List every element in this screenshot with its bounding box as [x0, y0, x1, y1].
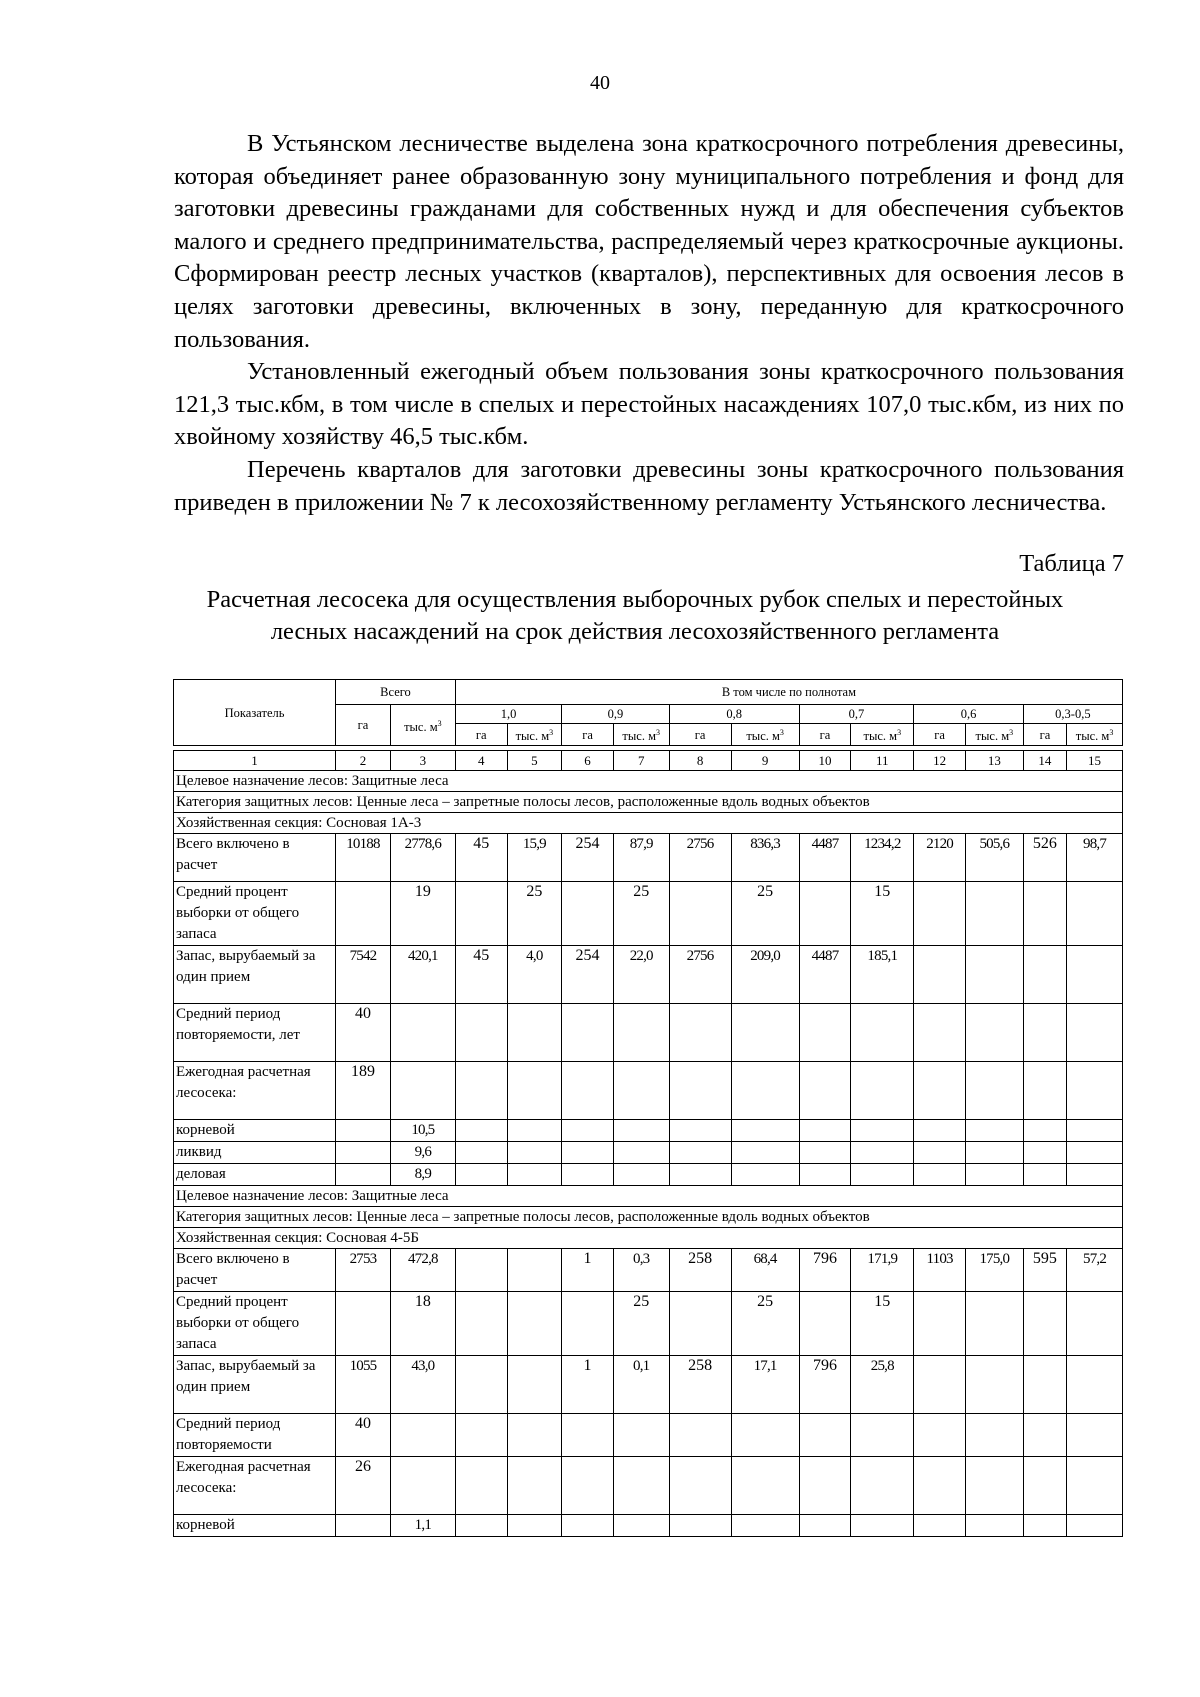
header-unit-thous: тыс. $м^3$ [613, 724, 669, 746]
header-unit-ha: га [455, 724, 507, 746]
table-cell [669, 1142, 731, 1164]
table-cell [1067, 1164, 1123, 1186]
header-density: 0,6 [914, 705, 1023, 724]
table-cell: 0,3 [613, 1249, 669, 1292]
table-cell [455, 882, 507, 946]
row-label: Средний период повторяемости [174, 1414, 336, 1457]
table-cell [914, 1414, 966, 1457]
column-number: 6 [562, 751, 614, 771]
table-cell [562, 1292, 614, 1356]
header-indicator: Показатель [174, 680, 336, 746]
table-cell [455, 1457, 507, 1515]
row-label: Всего включено в расчет [174, 1249, 336, 1292]
table-cell: 2756 [669, 834, 731, 882]
table-row [174, 946, 1123, 1004]
table-cell [1067, 1062, 1123, 1120]
header-density: 1,0 [455, 705, 561, 724]
section-purpose: Целевое назначение лесов: Защитные леса [174, 1186, 1123, 1207]
table-cell: 189 [336, 1062, 391, 1120]
table-cell: 1 [562, 1249, 614, 1292]
table-cell: 171,9 [851, 1249, 914, 1292]
column-number: 9 [731, 751, 799, 771]
table-cell: 2756 [669, 946, 731, 1004]
table-cell [1023, 1142, 1066, 1164]
column-number: 13 [965, 751, 1023, 771]
table-cell [562, 1062, 614, 1120]
table-cell [507, 1414, 562, 1457]
header-unit-thous: тыс. $м^3$ [851, 724, 914, 746]
table-cell [669, 1414, 731, 1457]
table-cell [965, 1457, 1023, 1515]
table-cell [731, 1414, 799, 1457]
table-cell: 40 [336, 1004, 391, 1062]
row-label: Средний процент выборки от общего запаса [174, 1292, 336, 1356]
row-label: деловая [174, 1164, 336, 1186]
table-cell [731, 1164, 799, 1186]
table-cell [613, 1120, 669, 1142]
table-cell [731, 1062, 799, 1120]
table-cell [336, 1120, 391, 1142]
row-label: Средний процент выборки от общего запаса [174, 882, 336, 946]
table-cell: 505,6 [965, 834, 1023, 882]
table-cell: 4487 [799, 946, 851, 1004]
table-cell: 19 [390, 882, 455, 946]
section-header-row [174, 771, 1123, 792]
table-row [174, 1292, 1123, 1356]
table-cell: 25 [731, 882, 799, 946]
table-cell [1067, 1515, 1123, 1537]
table-cell [914, 1457, 966, 1515]
header-unit-thous: тыс. $м^3$ [731, 724, 799, 746]
table-cell: 25 [507, 882, 562, 946]
table-cell: 175,0 [965, 1249, 1023, 1292]
table-cell [455, 1515, 507, 1537]
table-cell [562, 1164, 614, 1186]
table-cell: 4,0 [507, 946, 562, 1004]
table-cell: 4487 [799, 834, 851, 882]
table-row [174, 1356, 1123, 1414]
table-cell: 1103 [914, 1249, 966, 1292]
table-cell [1023, 1120, 1066, 1142]
header-total: Всего [336, 680, 456, 705]
header-unit-thous: тыс. $м^3$ [965, 724, 1023, 746]
table-cell: 15,9 [507, 834, 562, 882]
table-cell [965, 1120, 1023, 1142]
row-label: ликвид [174, 1142, 336, 1164]
table-cell [562, 882, 614, 946]
table-cell [914, 1062, 966, 1120]
header-unit-thous: тыс. $м^3$ [507, 724, 562, 746]
table-cell: 26 [336, 1457, 391, 1515]
table-cell: 87,9 [613, 834, 669, 882]
table-cell [1023, 946, 1066, 1004]
table-cell [851, 1062, 914, 1120]
section-header-row [174, 1228, 1123, 1249]
table-cell [455, 1164, 507, 1186]
table-cell [965, 1515, 1023, 1537]
column-number: 7 [613, 751, 669, 771]
table-cell: 98,7 [1067, 834, 1123, 882]
table-cell [669, 1457, 731, 1515]
table-cell [562, 1120, 614, 1142]
table-cell [562, 1414, 614, 1457]
table-cell [731, 1515, 799, 1537]
table-cell [914, 1004, 966, 1062]
header-unit-ha: га [562, 724, 614, 746]
table-cell [507, 1120, 562, 1142]
header-by-density: В том числе по полнотам [455, 680, 1122, 705]
table-cell: 526 [1023, 834, 1066, 882]
table-cell: 22,0 [613, 946, 669, 1004]
column-number: 15 [1067, 751, 1123, 771]
table-cell [1067, 1004, 1123, 1062]
header-unit-thous: тыс. $м^3$ [1067, 724, 1123, 746]
table-cell: 2120 [914, 834, 966, 882]
table-cell: 25,8 [851, 1356, 914, 1414]
table-cell [613, 1457, 669, 1515]
column-number: 4 [455, 751, 507, 771]
table-cell [669, 1120, 731, 1142]
table-cell [731, 1004, 799, 1062]
table-cell [336, 1515, 391, 1537]
table-cell [613, 1414, 669, 1457]
table-cell [1067, 1120, 1123, 1142]
table-cell [799, 1414, 851, 1457]
table-cell [336, 882, 391, 946]
table-cell [390, 1004, 455, 1062]
table-cell: 796 [799, 1356, 851, 1414]
table-cell [1067, 1356, 1123, 1414]
header-density: 0,3-0,5 [1023, 705, 1122, 724]
table-cell [799, 1515, 851, 1537]
table-cell [1067, 1457, 1123, 1515]
table-cell [669, 1004, 731, 1062]
table-cell [1023, 1062, 1066, 1120]
table-cell: 25 [613, 1292, 669, 1356]
table-cell: 796 [799, 1249, 851, 1292]
table-cell [914, 946, 966, 1004]
table-cell [851, 1457, 914, 1515]
table-cell [1023, 1164, 1066, 1186]
table-cell [669, 1062, 731, 1120]
table-cell: 10188 [336, 834, 391, 882]
table-cell [799, 1062, 851, 1120]
row-label: Запас, вырубаемый за один прием [174, 1356, 336, 1414]
table-cell: 258 [669, 1356, 731, 1414]
column-number: 1 [174, 751, 336, 771]
table-row [174, 1414, 1123, 1457]
column-number: 12 [914, 751, 966, 771]
table-cell [613, 1142, 669, 1164]
column-number: 10 [799, 751, 851, 771]
table-cell: 595 [1023, 1249, 1066, 1292]
table-cell [965, 1414, 1023, 1457]
table-cell: 15 [851, 1292, 914, 1356]
section-purpose: Целевое назначение лесов: Защитные леса [174, 771, 1123, 792]
table-cell [336, 1142, 391, 1164]
table-title: Расчетная лесосека для осуществления выборочных рубок спелых и перестойных лесных насаждений на срок действия лесохозяйственного регламента [206, 586, 1064, 645]
table-cell [507, 1062, 562, 1120]
table-cell [669, 1515, 731, 1537]
table-cell: 420,1 [390, 946, 455, 1004]
table-cell [507, 1142, 562, 1164]
table-cell [455, 1142, 507, 1164]
section-header-row [174, 792, 1123, 813]
table-cell [507, 1515, 562, 1537]
table-row [174, 1164, 1123, 1186]
section-econ-section: Хозяйственная секция: Сосновая 1А-3 [174, 813, 1123, 834]
table-cell [914, 1142, 966, 1164]
table-cell [799, 1142, 851, 1164]
table-cell [507, 1004, 562, 1062]
table-cell [1023, 1414, 1066, 1457]
table-cell [1067, 1414, 1123, 1457]
table-cell [669, 882, 731, 946]
table-cell [731, 1120, 799, 1142]
table-cell [613, 1004, 669, 1062]
column-number: 8 [669, 751, 731, 771]
row-label: Ежегодная расчетная лесосека: [174, 1062, 336, 1120]
table-row [174, 1515, 1123, 1537]
table-row [174, 834, 1123, 882]
table-cell [731, 1457, 799, 1515]
table-cell [1023, 1457, 1066, 1515]
table-cell [731, 1142, 799, 1164]
row-label: Ежегодная расчетная лесосека: [174, 1457, 336, 1515]
table-cell [914, 1164, 966, 1186]
table-cell: 10,5 [390, 1120, 455, 1142]
table-cell: 1234,2 [851, 834, 914, 882]
header-unit-ha: га [914, 724, 966, 746]
table-cell [851, 1004, 914, 1062]
table-cell [1067, 1142, 1123, 1164]
paragraph-1: В Устьянском лесничестве выделена зона краткосрочного потребления древесины, которая объединяет ранее образованную зону муниципального потребления и фонд для заготовки древесины гражданами для собственных нужд и для обеспечения субъектов малого и среднего предпринимательства, распределяемый через краткосрочные аукционы. Сформирован реестр лесных участков (кварталов), перспективных для освоения лесов в целях заготовки древесины, включенных в зону, переданную для краткосрочного пользования. [174, 130, 1124, 353]
header-unit-ha: га [1023, 724, 1066, 746]
table-cell [390, 1414, 455, 1457]
table-cell: 0,1 [613, 1356, 669, 1414]
table-cell [336, 1292, 391, 1356]
paragraph-2: Установленный ежегодный объем пользования зоны краткосрочного пользования 121,3 тыс.кбм, в том числе в спелых и перестойных насаждениях 107,0 тыс.кбм, из них по хвойному хозяйству 46,5 тыс.кбм. [174, 358, 1124, 451]
table-cell: 43,0 [390, 1356, 455, 1414]
table-cell [507, 1356, 562, 1414]
table-cell: 68,4 [731, 1249, 799, 1292]
table-cell [965, 882, 1023, 946]
header-total-thous: тыс. $м^3$ [390, 705, 455, 746]
table-cell: 45 [455, 946, 507, 1004]
header-density: 0,7 [799, 705, 914, 724]
header-unit-ha: га [669, 724, 731, 746]
table-cell [851, 1515, 914, 1537]
table-cell: 2778,6 [390, 834, 455, 882]
table-row [174, 1142, 1123, 1164]
table-cell [1067, 1292, 1123, 1356]
table-cell [562, 1142, 614, 1164]
table-cell [851, 1120, 914, 1142]
table-cell: 258 [669, 1249, 731, 1292]
table-label: Таблица 7 [1019, 550, 1124, 577]
table-cell [507, 1249, 562, 1292]
table-cell: 2753 [336, 1249, 391, 1292]
column-number: 5 [507, 751, 562, 771]
section-category: Категория защитных лесов: Ценные леса – запретные полосы лесов, расположенные вдоль водных объектов [174, 1207, 1123, 1228]
table-cell [455, 1356, 507, 1414]
table-cell [613, 1164, 669, 1186]
table-cell [562, 1004, 614, 1062]
table-cell [799, 1292, 851, 1356]
table-cell: 1 [562, 1356, 614, 1414]
table-row [174, 1249, 1123, 1292]
section-header-row [174, 1186, 1123, 1207]
table-cell: 7542 [336, 946, 391, 1004]
table-cell: 17,1 [731, 1356, 799, 1414]
table-cell [1067, 946, 1123, 1004]
column-number: 3 [390, 751, 455, 771]
table-cell [455, 1120, 507, 1142]
table-cell [455, 1062, 507, 1120]
table-cell [562, 1515, 614, 1537]
table-cell: 9,6 [390, 1142, 455, 1164]
table-cell: 15 [851, 882, 914, 946]
table-cell: 1,1 [390, 1515, 455, 1537]
table-cell [1023, 882, 1066, 946]
table-cell [455, 1414, 507, 1457]
table-cell [1023, 1515, 1066, 1537]
body-text [174, 128, 1124, 519]
header-density: 0,8 [669, 705, 799, 724]
column-number: 14 [1023, 751, 1066, 771]
table-cell [562, 1457, 614, 1515]
table-cell [914, 1515, 966, 1537]
table-cell [965, 1062, 1023, 1120]
table-cell [799, 1457, 851, 1515]
table-cell [455, 1292, 507, 1356]
table-cell [507, 1164, 562, 1186]
table-cell [1023, 1356, 1066, 1414]
table-cell: 40 [336, 1414, 391, 1457]
section-category: Категория защитных лесов: Ценные леса – запретные полосы лесов, расположенные вдоль водных объектов [174, 792, 1123, 813]
table-cell [669, 1164, 731, 1186]
header-density: 0,9 [562, 705, 669, 724]
table-cell [965, 1292, 1023, 1356]
paragraph-3: Перечень кварталов для заготовки древесины зоны краткосрочного пользования приведен в приложении № 7 к лесохозяйственному регламенту Устьянского лесничества. [174, 455, 1124, 516]
header-total-ha: га [336, 705, 391, 746]
table-row [174, 1120, 1123, 1142]
row-label: Запас, вырубаемый за один прием [174, 946, 336, 1004]
column-number: 11 [851, 751, 914, 771]
table-cell: 25 [731, 1292, 799, 1356]
table-cell [455, 1004, 507, 1062]
row-label: корневой [174, 1120, 336, 1142]
table-cell: 254 [562, 834, 614, 882]
table-cell: 25 [613, 882, 669, 946]
table-cell [1067, 882, 1123, 946]
table-cell [1023, 1292, 1066, 1356]
section-econ-section: Хозяйственная секция: Сосновая 4-5Б [174, 1228, 1123, 1249]
table-cell [455, 1249, 507, 1292]
table-cell [914, 1292, 966, 1356]
table-row [174, 1062, 1123, 1120]
section-header-row [174, 813, 1123, 834]
table-row [174, 1457, 1123, 1515]
row-label: Средний период повторяемости, лет [174, 1004, 336, 1062]
table-cell [965, 1142, 1023, 1164]
table-cell [914, 1356, 966, 1414]
table-cell [613, 1062, 669, 1120]
table-cell [799, 1004, 851, 1062]
table-cell [507, 1457, 562, 1515]
table-cell [1023, 1004, 1066, 1062]
table-cell: 254 [562, 946, 614, 1004]
table-cell [965, 1164, 1023, 1186]
table-cell [613, 1515, 669, 1537]
column-number: 2 [336, 751, 391, 771]
table-cell [507, 1292, 562, 1356]
table-cell [914, 882, 966, 946]
table-cell [799, 882, 851, 946]
table-cell [799, 1164, 851, 1186]
section-header-row [174, 1207, 1123, 1228]
table-cell: 185,1 [851, 946, 914, 1004]
table-cell: 472,8 [390, 1249, 455, 1292]
table-cell [851, 1414, 914, 1457]
logging-table [173, 679, 1123, 1537]
table-cell: 209,0 [731, 946, 799, 1004]
table-row [174, 882, 1123, 946]
table-cell: 57,2 [1067, 1249, 1123, 1292]
table-cell [799, 1120, 851, 1142]
table-cell [914, 1120, 966, 1142]
table-cell [336, 1164, 391, 1186]
table-cell [390, 1457, 455, 1515]
table-cell [390, 1062, 455, 1120]
table-cell [965, 946, 1023, 1004]
table-cell [851, 1142, 914, 1164]
row-label: корневой [174, 1515, 336, 1537]
table-cell: 836,3 [731, 834, 799, 882]
row-label: Всего включено в расчет [174, 834, 336, 882]
table-cell: 8,9 [390, 1164, 455, 1186]
table-cell [669, 1292, 731, 1356]
page-number: 40 [590, 72, 610, 94]
table-cell [965, 1004, 1023, 1062]
table-cell: 45 [455, 834, 507, 882]
header-unit-ha: га [799, 724, 851, 746]
table-cell [965, 1356, 1023, 1414]
table-cell: 18 [390, 1292, 455, 1356]
table-cell [851, 1164, 914, 1186]
table-cell: 1055 [336, 1356, 391, 1414]
table-row [174, 1004, 1123, 1062]
